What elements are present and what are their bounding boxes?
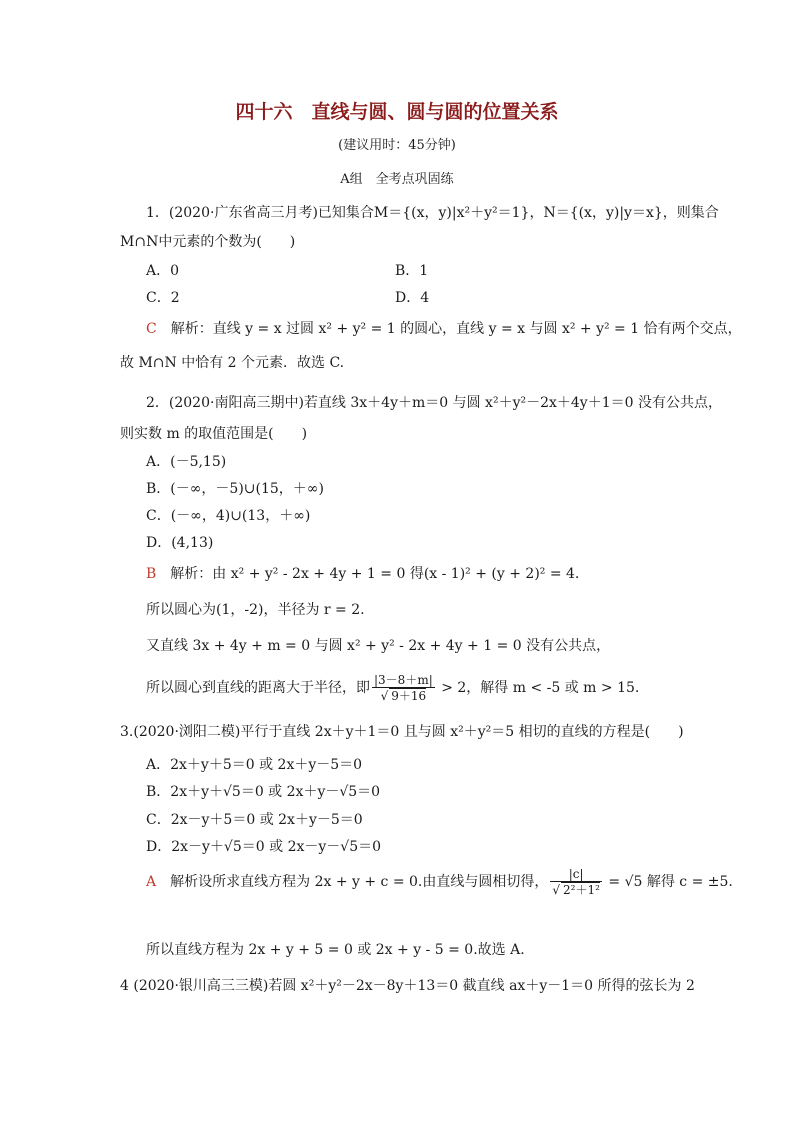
q1-stem-line2: M∩N中元素的个数为( ): [120, 234, 296, 250]
q1-option-c: C．2: [146, 290, 180, 306]
q1-stem-line1: 1．(2020·广东省高三月考)已知集合M＝{(x，y)|x²＋y²＝1}，N＝{(x，y)|y＝x}，则集合: [146, 205, 719, 221]
q3-solution-line2: 所以直线方程为 2x + y + 5 = 0 或 2x + y - 5 = 0.故选 A.: [146, 942, 525, 958]
q3-fraction-numerator: |c|: [550, 867, 602, 882]
q2-solution-line1: [146, 565, 579, 583]
q3-distance-fraction: $\frac{|c|}{\text{√ 2²＋1²}}$: [552, 866, 600, 897]
q1-solution-line1: [146, 320, 742, 338]
q2-stem-line1: 2．(2020·南阳高三期中)若直线 3x＋4y＋m＝0 与圆 x²＋y²－2x＋4y＋1＝0 没有公共点，: [146, 395, 722, 411]
q3-solution-result: = √5 解得 c = ±5.: [603, 874, 733, 890]
q4-stem-line1: 4 (2020·银川高三三模)若圆 x²＋y²－2x－8y＋13＝0 截直线 ax＋y－1＝0 所得的弦长为 2: [120, 978, 695, 994]
q3-solution-line1: [146, 866, 733, 898]
q1-option-d: D．4: [395, 290, 430, 306]
q2-option-a: A．(－5,15): [146, 454, 227, 470]
q1-option-b: B．1: [395, 263, 429, 279]
q2-fraction-denominator: 9＋16: [391, 688, 427, 703]
q2-solution-line4-text: 所以圆心到直线的距离大于半径，即: [146, 680, 370, 696]
q3-solution-text: 解析设所求直线方程为 2x + y + c = 0.由直线与圆相切得，: [156, 874, 549, 890]
q2-fraction-numerator: |3－8＋m|: [374, 672, 433, 687]
q3-option-d: D．2x－y＋√5＝0 或 2x－y－√5＝0: [146, 839, 382, 855]
q3-option-b: B．2x＋y＋√5＝0 或 2x＋y－√5＝0: [146, 784, 381, 800]
q3-fraction-denominator: 2²＋1²: [563, 882, 600, 897]
q2-answer-letter: B: [146, 566, 157, 582]
q3-option-a: A．2x＋y＋5＝0 或 2x＋y－5＝0: [146, 757, 363, 773]
q2-distance-fraction: $\frac{|3-8+m|}{√ 9+16}$: [374, 672, 433, 703]
q2-option-c: C．(－∞，4)∪(13，＋∞): [146, 508, 311, 524]
q2-stem-line2: 则实数 m 的取值范围是( ): [120, 426, 308, 442]
q2-option-d: D．(4,13): [146, 535, 214, 551]
q1-answer-letter: C: [146, 321, 157, 337]
q1-solution-line2: 故 M∩N 中恰有 2 个元素．故选 C.: [120, 355, 345, 371]
page-title: 四十六 直线与圆、圆与圆的位置关系: [235, 101, 559, 123]
q3-stem-line1: 3.(2020·浏阳二模)平行于直线 2x＋y＋1＝0 且与圆 x²＋y²＝5 相切的直线的方程是( ): [120, 724, 684, 740]
group-heading: A组 全考点巩固练: [340, 172, 454, 187]
q1-solution-text: 解析：直线 y = x 过圆 x² + y² = 1 的圆心，直线 y = x 与圆 x² + y² = 1 恰有两个交点，: [156, 321, 742, 337]
q2-solution-line3: 又直线 3x + 4y + m = 0 与圆 x² + y² - 2x + 4y + 1 = 0 没有公共点，: [146, 638, 611, 654]
q1-option-a: A．0: [146, 263, 180, 279]
q3-answer-letter: A: [146, 874, 157, 890]
q2-solution-line4-result: > 2，解得 m < -5 或 m > 15.: [436, 680, 640, 696]
q3-option-c: C．2x－y＋5＝0 或 2x＋y－5＝0: [146, 812, 363, 828]
q2-solution-line4: [146, 672, 639, 704]
q2-solution-line2: 所以圆心为(1，-2)，半径为 r = 2.: [146, 602, 365, 618]
time-hint: (建议用时：45分钟): [338, 138, 456, 153]
q2-option-b: B．(－∞，－5)∪(15，＋∞): [146, 481, 324, 497]
q2-solution-text: 解析：由 x² + y² - 2x + 4y + 1 = 0 得(x - 1)² + (y + 2)² = 4.: [156, 566, 580, 582]
